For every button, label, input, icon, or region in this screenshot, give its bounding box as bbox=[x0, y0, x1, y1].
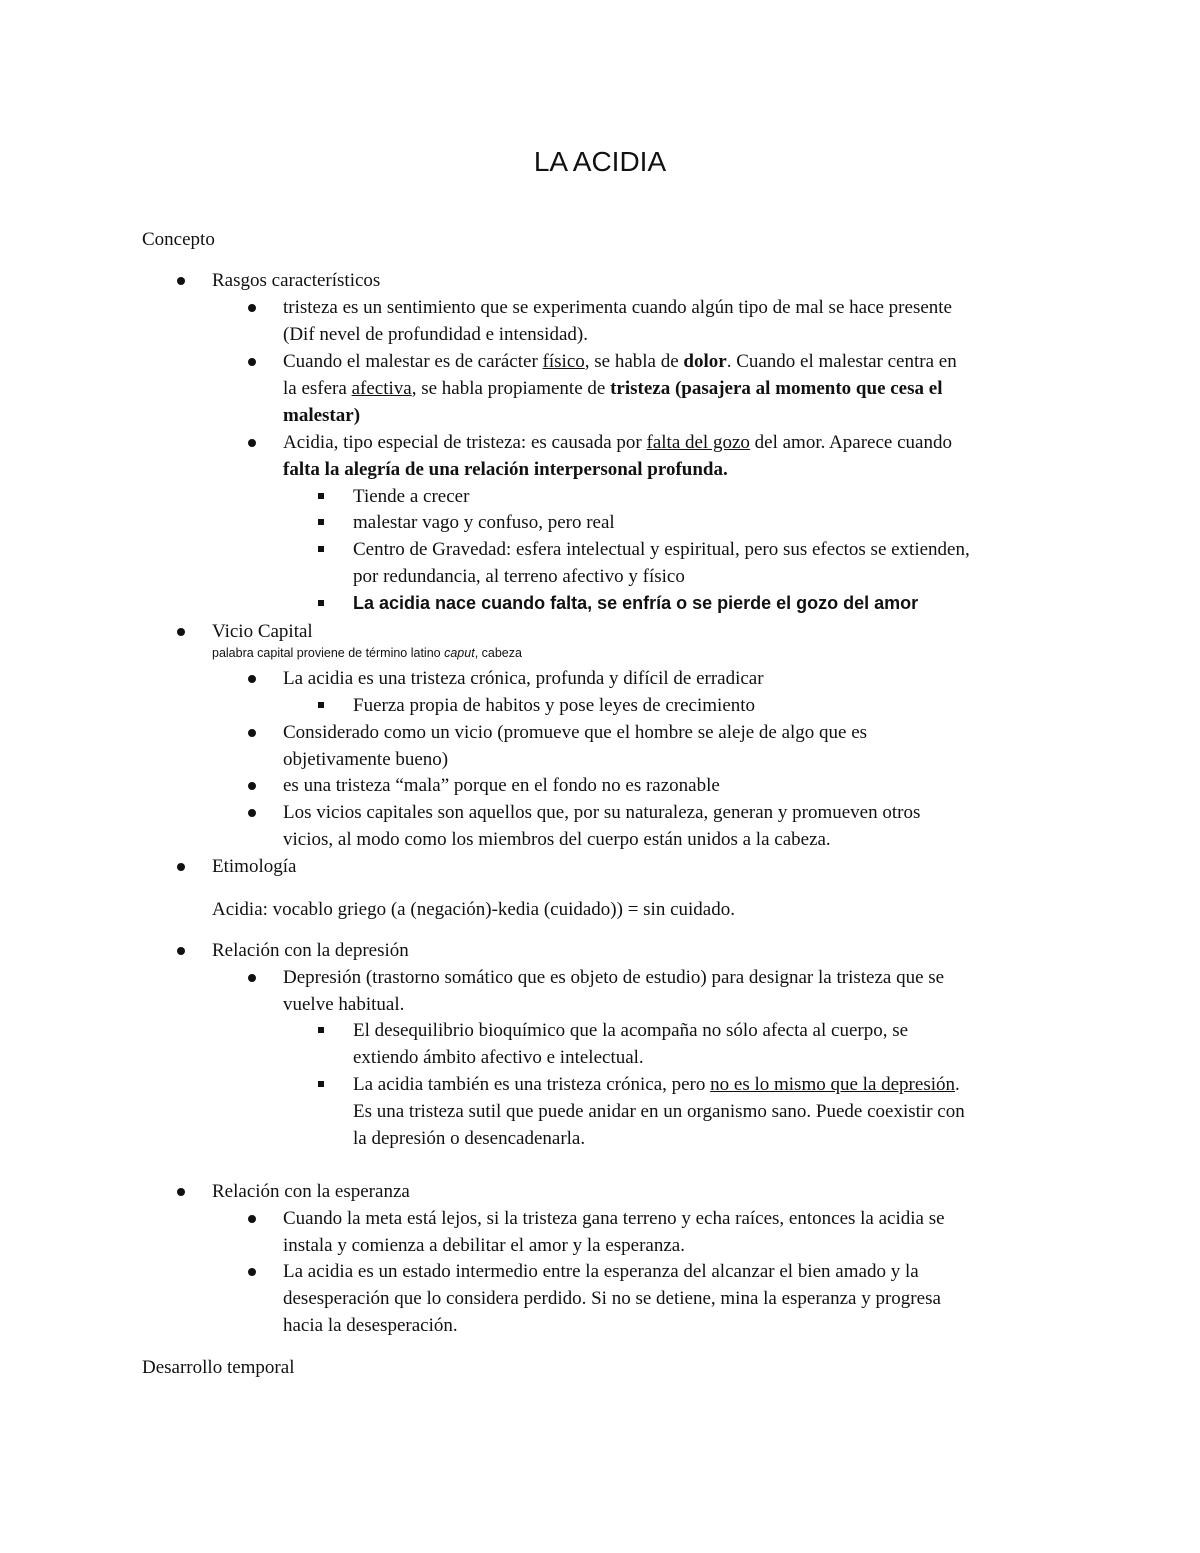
list-item-text: desesperación que lo considera perdido. Si no se detiene, mina la esperanza y progresa bbox=[283, 1288, 941, 1309]
bullet-icon bbox=[177, 277, 185, 285]
square-bullet-icon bbox=[318, 1027, 324, 1033]
list-item-text: extiendo ámbito afectivo e intelectual. bbox=[353, 1047, 644, 1068]
list-item-text: es una tristeza “mala” porque en el fondo no es razonable bbox=[283, 775, 720, 796]
list-item-text: Considerado como un vicio (promueve que el hombre se aleje de algo que es bbox=[283, 722, 868, 743]
list-item-esperanza: Relación con la esperanza bbox=[212, 1181, 410, 1202]
bullet-icon bbox=[177, 628, 185, 636]
list-item-text: Los vicios capitales son aquellos que, por su naturaleza, generan y promueven otros bbox=[283, 802, 921, 823]
list-item-text: La acidia también es una tristeza crónica, pero no es lo mismo que la depresión. bbox=[353, 1074, 960, 1095]
bold-term: dolor bbox=[683, 351, 727, 372]
list-item-text: malestar vago y confuso, pero real bbox=[353, 512, 615, 533]
bullet-icon bbox=[248, 1215, 256, 1223]
bullet-icon bbox=[177, 1188, 185, 1196]
list-item-text: la depresión o desencadenarla. bbox=[353, 1128, 586, 1149]
bullet-icon bbox=[248, 439, 256, 447]
list-item-text: Depresión (trastorno somático que es objeto de estudio) para designar la tristeza que se bbox=[283, 967, 945, 988]
list-item-text: objetivamente bueno) bbox=[283, 749, 449, 770]
list-item-text: por redundancia, al terreno afectivo y físico bbox=[353, 566, 685, 587]
underlined-term: físico bbox=[542, 351, 585, 372]
bullet-icon bbox=[248, 675, 256, 683]
list-item-etimologia: Etimología bbox=[212, 856, 297, 877]
list-item-text: vicios, al modo como los miembros del cuerpo están unidos a la cabeza. bbox=[283, 829, 831, 850]
footnote-text: palabra capital proviene de término latino caput, cabeza bbox=[212, 646, 522, 660]
square-bullet-icon bbox=[318, 702, 324, 708]
bullet-icon bbox=[248, 782, 256, 790]
underlined-term: no es lo mismo que la depresión bbox=[710, 1074, 955, 1095]
list-item-text: La acidia es un estado intermedio entre la esperanza del alcanzar el bien amado y la bbox=[283, 1261, 919, 1282]
section-heading-concepto: Concepto bbox=[142, 229, 215, 250]
bullet-icon bbox=[248, 358, 256, 366]
list-item-text: La acidia es una tristeza crónica, profunda y difícil de erradicar bbox=[283, 668, 764, 689]
list-item-rasgos: Rasgos característicos bbox=[212, 270, 381, 291]
square-bullet-icon bbox=[318, 519, 324, 525]
underlined-term: falta del gozo bbox=[646, 432, 750, 453]
square-bullet-icon bbox=[318, 1081, 324, 1087]
list-item-text: El desequilibrio bioquímico que la acompaña no sólo afecta al cuerpo, se bbox=[353, 1020, 909, 1041]
bullet-icon bbox=[248, 729, 256, 737]
list-item-text: falta la alegría de una relación interpersonal profunda. bbox=[283, 459, 728, 480]
list-item-text: Tiende a crecer bbox=[353, 486, 470, 507]
list-item-text: Fuerza propia de habitos y pose leyes de crecimiento bbox=[353, 695, 756, 716]
square-bullet-icon bbox=[318, 493, 324, 499]
list-item-text: malestar) bbox=[283, 405, 361, 426]
underlined-term: afectiva bbox=[351, 378, 412, 399]
list-item-text: hacia la desesperación. bbox=[283, 1315, 458, 1336]
list-item-text: Acidia, tipo especial de tristeza: es causada por falta del gozo del amor. Aparece cuando bbox=[283, 432, 952, 453]
list-item-text: Cuando la meta está lejos, si la tristeza gana terreno y echa raíces, entonces la acidia se bbox=[283, 1208, 945, 1229]
list-item-text: (Dif nevel de profundidad e intensidad). bbox=[283, 324, 588, 345]
list-item-vicio-capital: Vicio Capital bbox=[212, 621, 313, 642]
list-item-text: Cuando el malestar es de carácter físico, se habla de dolor. Cuando el malestar centra en bbox=[283, 351, 957, 372]
bullet-icon bbox=[248, 974, 256, 982]
list-item-text: instala y comienza a debilitar el amor y la esperanza. bbox=[283, 1235, 685, 1256]
etymology-text: Acidia: vocablo griego (a (negación)-kedia (cuidado)) = sin cuidado. bbox=[212, 899, 735, 920]
bullet-icon bbox=[177, 947, 185, 955]
section-heading-desarrollo-temporal: Desarrollo temporal bbox=[142, 1357, 295, 1378]
bullet-icon bbox=[248, 304, 256, 312]
list-item-text: La acidia nace cuando falta, se enfría o se pierde el gozo del amor bbox=[353, 593, 919, 613]
list-item-text: la esfera afectiva, se habla propiamente de tristeza (pasajera al momento que cesa el bbox=[283, 378, 943, 399]
bullet-icon bbox=[248, 1268, 256, 1276]
list-item-depresion: Relación con la depresión bbox=[212, 940, 409, 961]
list-item-text: vuelve habitual. bbox=[283, 994, 405, 1015]
list-item-text: Es una tristeza sutil que puede anidar en un organismo sano. Puede coexistir con bbox=[353, 1101, 965, 1122]
list-item-text: Centro de Gravedad: esfera intelectual y espiritual, pero sus efectos se extienden, bbox=[353, 539, 970, 560]
square-bullet-icon bbox=[318, 600, 324, 606]
list-item-text: tristeza es un sentimiento que se experimenta cuando algún tipo de mal se hace presente bbox=[283, 297, 952, 318]
document-title: LA ACIDIA bbox=[533, 146, 667, 177]
bullet-icon bbox=[248, 809, 256, 817]
bullet-icon bbox=[177, 863, 185, 871]
square-bullet-icon bbox=[318, 546, 324, 552]
bold-term: tristeza (pasajera al momento que cesa el bbox=[610, 378, 943, 399]
